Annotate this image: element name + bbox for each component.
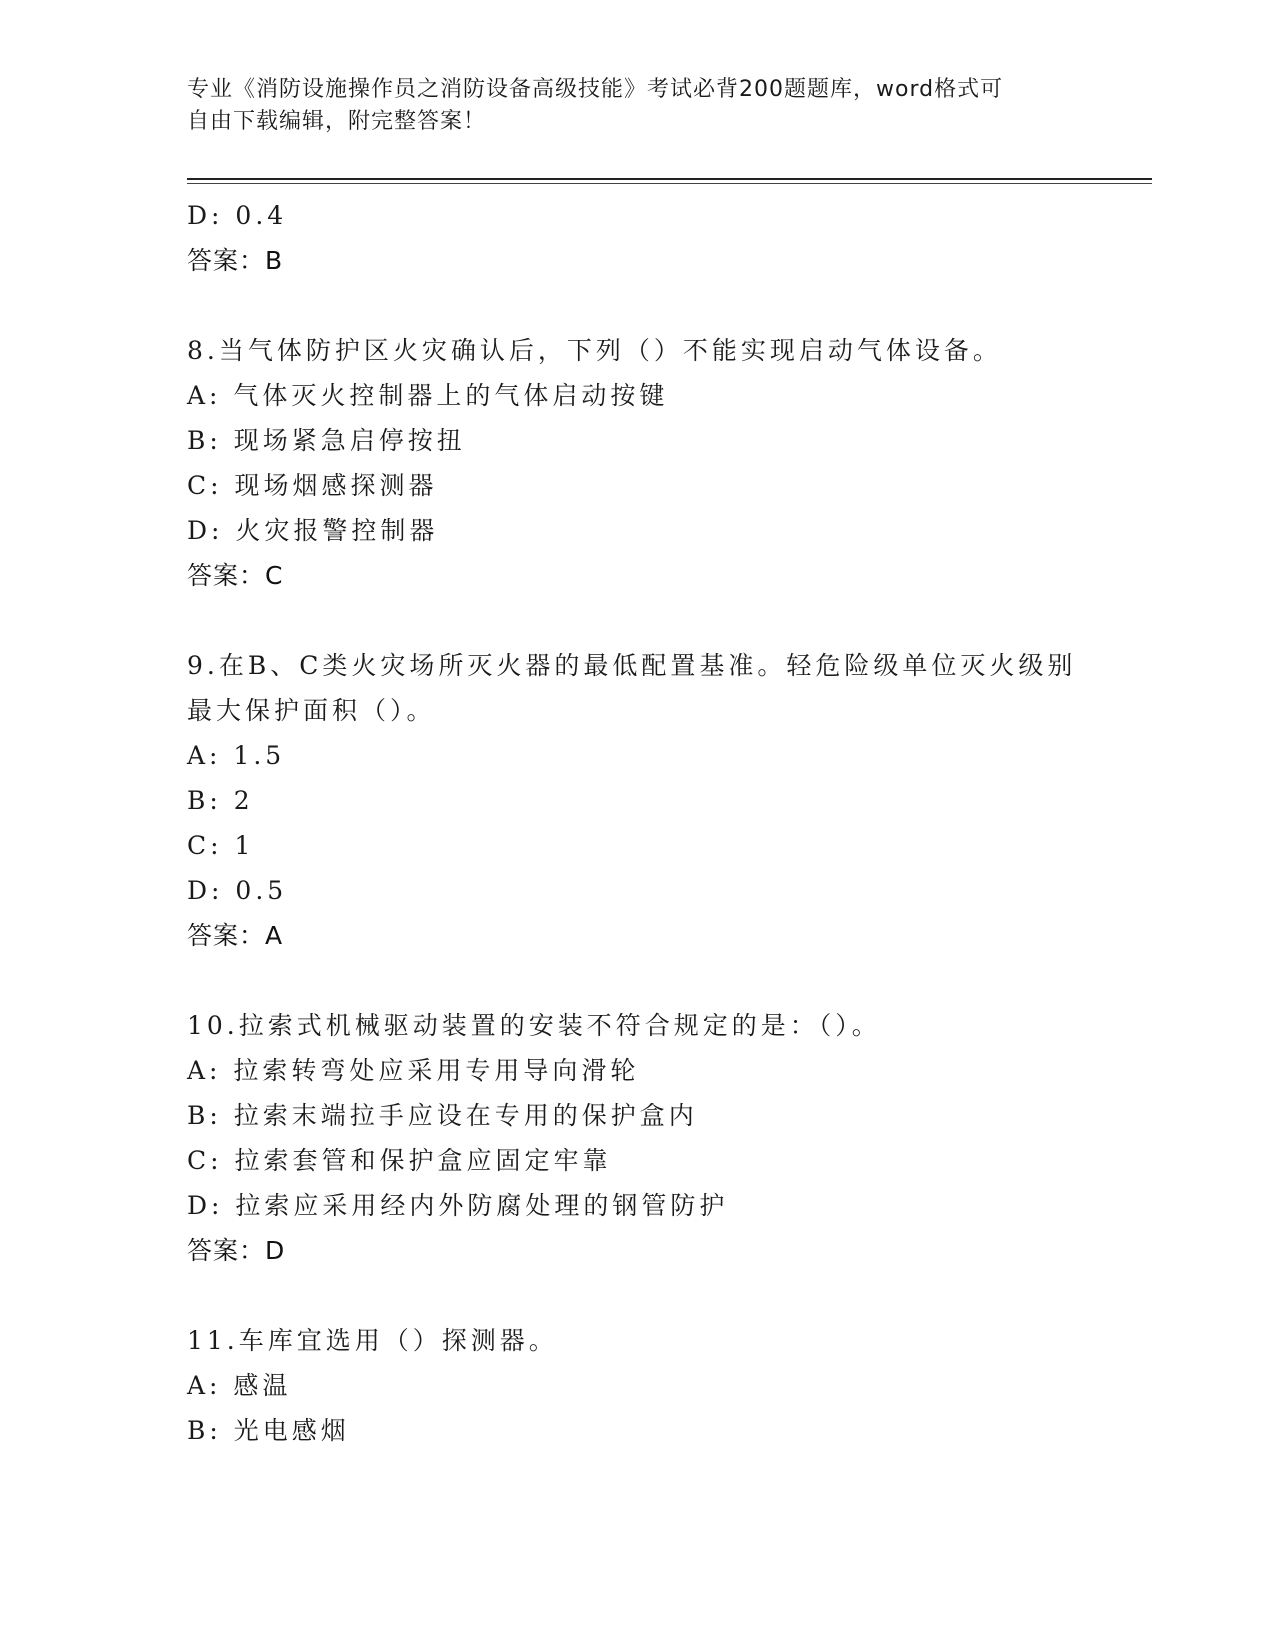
- question-block-10: [187, 1003, 1087, 1273]
- answer-line: 答案：D: [187, 1236, 286, 1265]
- answer-line: 答案：C: [187, 561, 284, 590]
- option-b: B: 现场紧急启停按扭: [187, 426, 466, 455]
- question-title: 10.拉索式机械驱动装置的安装不符合规定的是：（）。: [187, 1011, 881, 1040]
- spacer: [187, 283, 1087, 328]
- option-c: C: 1: [187, 831, 255, 860]
- option-b: B: 拉索末端拉手应设在专用的保护盒内: [187, 1101, 698, 1130]
- question-title: 8.当气体防护区火灾确认后，下列（）不能实现启动气体设备。: [187, 336, 1002, 365]
- option-b: B: 光电感烟: [187, 1416, 350, 1445]
- option-b: B: 2: [187, 786, 254, 815]
- question-title-line-1: 9.在B、C类火灾场所灭火器的最低配置基准。轻危险级单位灭火级别: [187, 651, 1077, 680]
- header-rule-thick: [187, 178, 1152, 180]
- spacer: [187, 598, 1087, 643]
- question-block-8: [187, 328, 1087, 598]
- header-line-2: 自由下载编辑，附完整答案！: [187, 109, 487, 134]
- option-a: A: 感温: [187, 1371, 292, 1400]
- option-a: A: 拉索转弯处应采用专用导向滑轮: [187, 1056, 640, 1085]
- header-line-1: 专业《消防设施操作员之消防设备高级技能》考试必背200题题库，word格式可: [187, 77, 1004, 102]
- option-d: D: 拉索应采用经内外防腐处理的钢管防护: [187, 1191, 729, 1220]
- header-rule-thin: [187, 183, 1152, 184]
- answer-line: 答案：A: [187, 921, 284, 950]
- option-d: D: 0.4: [187, 201, 288, 230]
- option-c: C: 现场烟感探测器: [187, 471, 438, 500]
- document-body: [187, 193, 1087, 1453]
- question-title-line-2: 最大保护面积（）。: [187, 696, 436, 725]
- spacer: [187, 1273, 1087, 1318]
- question-block-11: [187, 1318, 1087, 1453]
- option-a: A: 1.5: [187, 741, 286, 770]
- question-title: 11.车库宜选用（）探测器。: [187, 1326, 558, 1355]
- option-c: C: 拉索套管和保护盒应固定牢靠: [187, 1146, 612, 1175]
- option-d: D: 0.5: [187, 876, 288, 905]
- option-a: A: 气体灭火控制器上的气体启动按键: [187, 381, 669, 410]
- option-d: D: 火灾报警控制器: [187, 516, 439, 545]
- question-block-9: [187, 643, 1087, 958]
- spacer: [187, 958, 1087, 1003]
- document-header: [187, 74, 1067, 138]
- answer-line: 答案：B: [187, 246, 284, 275]
